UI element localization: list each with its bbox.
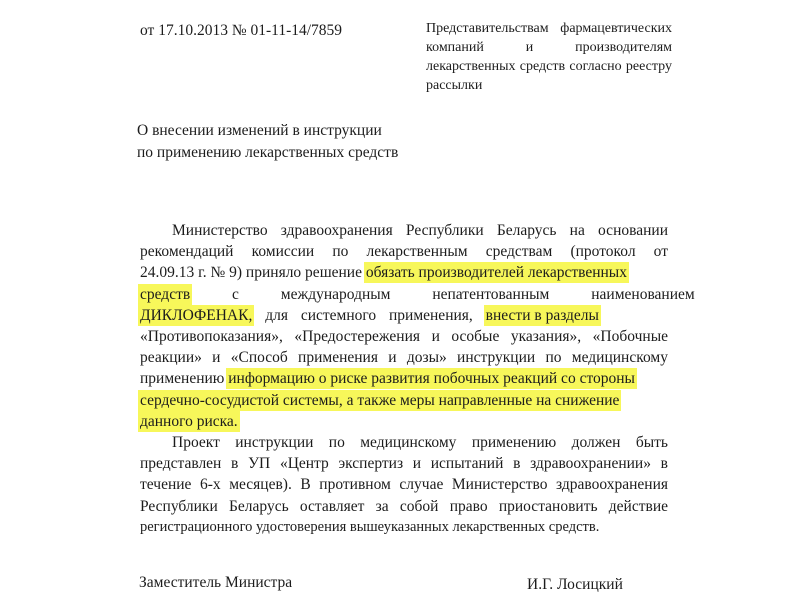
body-line — [140, 370, 635, 388]
highlighted-text: внести в разделы — [485, 306, 599, 324]
body-text: для системного применения, — [252, 306, 486, 324]
body-text: с международным непатентованным наименованием — [190, 285, 695, 303]
body-line — [140, 264, 627, 282]
body-line — [140, 392, 619, 410]
highlighted-text: обязать производителей лекарственных — [365, 264, 627, 282]
body-line: течение 6-х месяцев). В противном случае Министерство здравоохранения — [140, 476, 668, 494]
subject-line-2: по применению лекарственных средств — [137, 144, 399, 161]
body-line: «Противопоказания», «Предостережения и особые указания», «Побочные — [140, 328, 668, 345]
signatory-position: Заместитель Министра — [139, 574, 293, 591]
body-line: Республики Беларусь оставляет за собой право приостановить действие — [140, 497, 668, 515]
body-line: Министерство здравоохранения Республики Беларусь на основании — [172, 222, 668, 239]
body-line — [140, 307, 599, 325]
body-line — [140, 413, 238, 431]
highlighted-text: данного риска. — [140, 412, 238, 430]
addressee-block: Представительствам фармацевтических компаний и производителям лекарственных средств согласно реестру рассылки — [426, 21, 672, 93]
body-text: 24.09.13 г. № 9) приняло решение — [140, 264, 366, 282]
body-text: применению — [140, 370, 229, 388]
highlighted-text: информацию о риске развития побочных реакций со стороны — [228, 370, 635, 388]
subject-line-1: О внесении изменений в инструкции — [137, 122, 382, 139]
highlighted-text: средств — [140, 285, 191, 303]
letter-subject — [137, 120, 398, 164]
body-line: Проект инструкции по медицинскому применению должен быть — [172, 434, 668, 451]
body-line — [140, 285, 695, 304]
body-line: рекомендаций комиссии по лекарственным средствам (протокол от — [140, 243, 668, 261]
letter-reference: от 17.10.2013 № 01-11-14/7859 — [140, 22, 343, 39]
body-line: реакции» и «Способ применения и дозы» инструкции по медицинскому — [140, 349, 668, 367]
highlighted-text: сердечно-сосудистой системы, а также меры направленные на снижение — [140, 391, 620, 409]
body-line: представлен в УП «Центр экспертиз и испытаний в здравоохранении» в — [140, 455, 668, 473]
body-line: регистрационного удостоверения вышеуказанных лекарственных средств. — [140, 518, 600, 535]
signatory-name: И.Г. Лосицкий — [527, 576, 623, 593]
highlighted-text: ДИКЛОФЕНАК, — [140, 306, 253, 324]
